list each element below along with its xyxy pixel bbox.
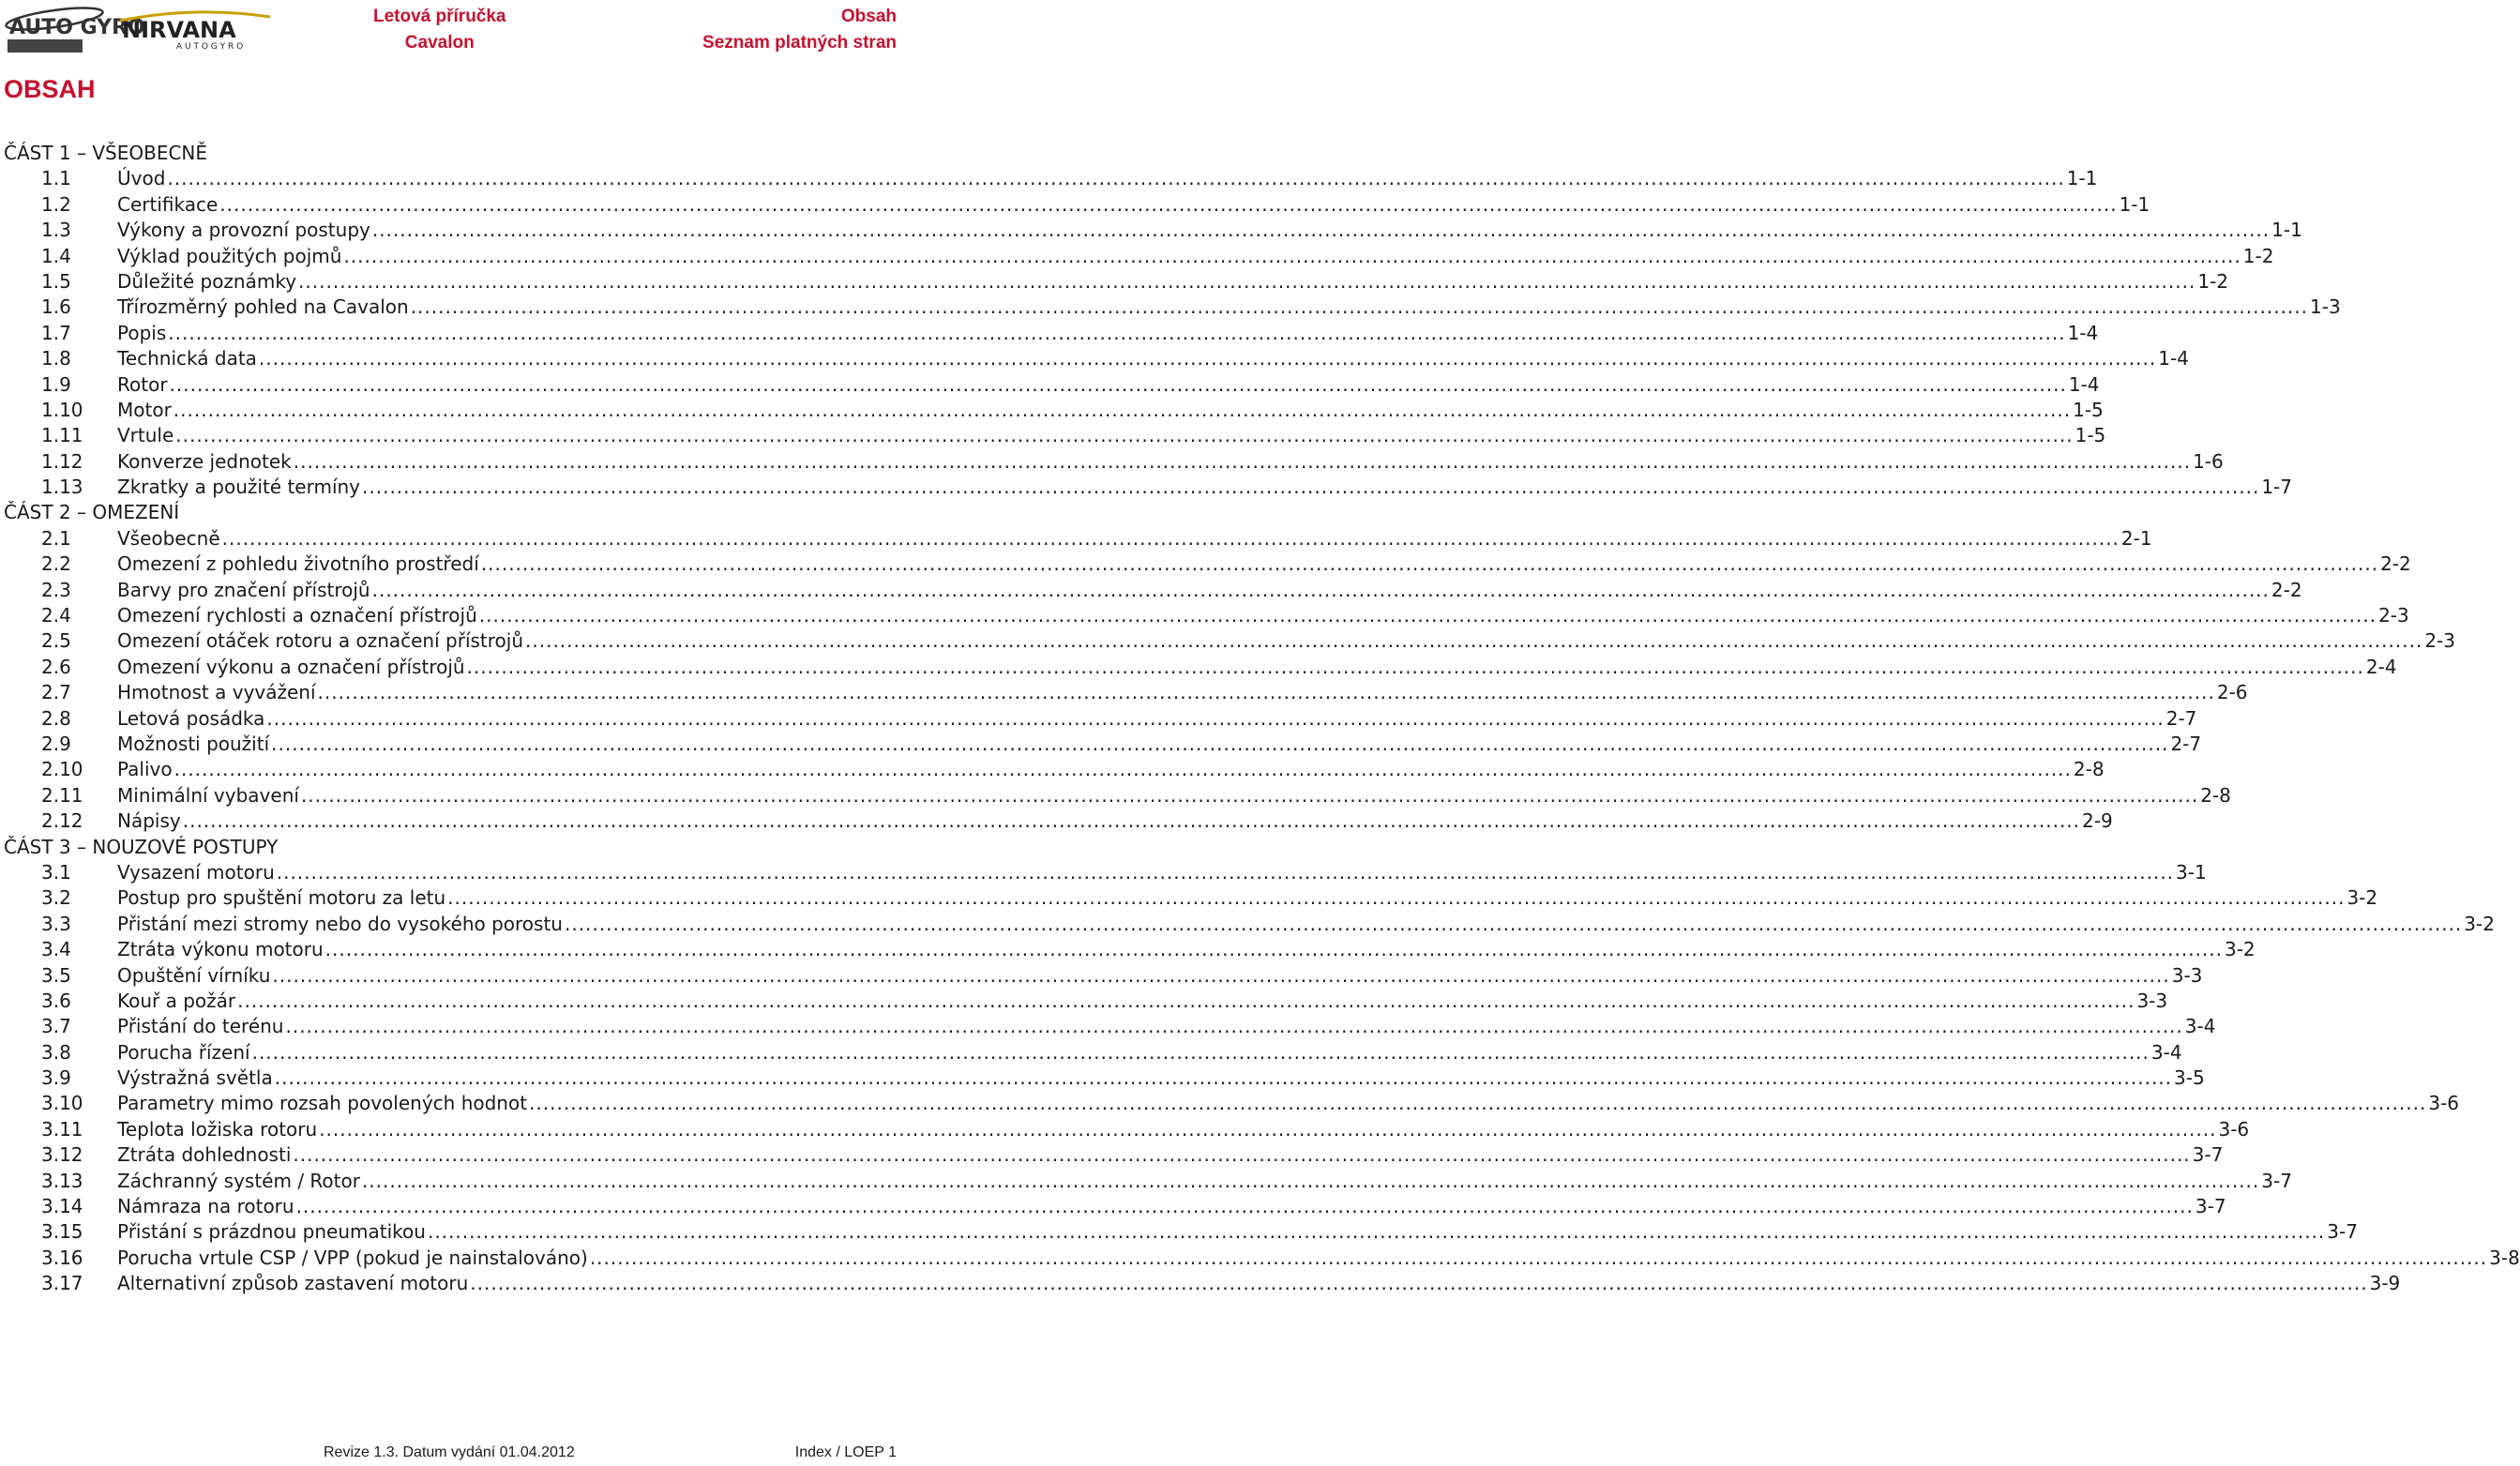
entry-number: 1.2	[41, 192, 71, 216]
entry-page: 1-1	[2119, 192, 2150, 216]
entry-number: 3.13	[41, 1169, 83, 1192]
entry-number: 2.5	[41, 629, 71, 653]
toc-entry[interactable]	[4, 732, 2202, 757]
entry-page: 2-9	[2082, 809, 2113, 833]
entry-number: 3.3	[41, 912, 71, 935]
entry-page: 3-7	[2327, 1220, 2358, 1244]
entry-number: 3.8	[41, 1040, 71, 1064]
entry-number: 2.6	[41, 655, 71, 678]
entry-page: 1-7	[2261, 476, 2292, 499]
entry-number: 2.11	[41, 783, 83, 807]
entry-page: 3-3	[2171, 963, 2203, 987]
dot-leader	[275, 1065, 2172, 1091]
entry-number: 3.5	[41, 963, 71, 987]
toc-entry[interactable]	[4, 706, 2197, 732]
footer-index: Index / LOEP 1	[794, 1444, 897, 1460]
toc-entry[interactable]	[4, 989, 2168, 1014]
toc-entry[interactable]	[4, 372, 2100, 398]
entry-number: 2.9	[41, 732, 71, 755]
entry-number: 1.4	[41, 244, 71, 267]
entry-title: Opuštění vírníku	[117, 963, 271, 987]
entry-page: 1-4	[2068, 372, 2100, 396]
entry-title: Motor	[117, 398, 172, 421]
entry-page: 2-2	[2380, 552, 2411, 576]
entry-number: 3.11	[41, 1117, 83, 1141]
entry-number: 1.1	[41, 167, 71, 190]
toc-entry[interactable]	[4, 269, 2229, 295]
toc-entry[interactable]	[4, 321, 2099, 346]
entry-title: Ztráta výkonu motoru	[117, 938, 324, 961]
nirvana-logo-subtext: A U T O G Y R O	[176, 42, 244, 52]
entry-title: Minimální vybavení	[117, 783, 299, 807]
autogyro-logo	[4, 2, 145, 56]
entry-title: Omezení z pohledu životního prostředí	[117, 552, 479, 576]
entry-number: 2.1	[41, 526, 71, 550]
entry-page: 3-7	[2195, 1195, 2226, 1218]
toc-entry[interactable]	[4, 1246, 2520, 1271]
entry-page: 3-2	[2224, 938, 2256, 961]
entry-title: Výklad použitých pojmů	[117, 244, 342, 267]
entry-page: 3-6	[2428, 1092, 2460, 1115]
toc-entry[interactable]	[4, 578, 2302, 603]
entry-title: Alternativní způsob zastavení motoru	[117, 1272, 469, 1295]
section-name: Obsah	[840, 7, 897, 26]
dot-leader	[174, 398, 2071, 423]
dot-leader	[325, 937, 2223, 962]
entry-number: 3.14	[41, 1195, 83, 1218]
dot-leader	[467, 655, 2364, 680]
entry-number: 3.2	[41, 886, 71, 910]
dot-leader	[343, 244, 2241, 269]
dot-leader	[479, 603, 2377, 628]
toc-entry[interactable]	[4, 912, 2495, 937]
toc-entry[interactable]	[4, 937, 2256, 962]
entry-number: 1.3	[41, 219, 71, 242]
dot-leader	[411, 295, 2308, 320]
toc-entry[interactable]	[4, 1091, 2460, 1116]
toc-entry[interactable]	[4, 1194, 2226, 1219]
entry-title: Postup pro spuštění motoru za letu	[117, 886, 446, 910]
dot-leader	[590, 1246, 2487, 1271]
entry-number: 2.10	[41, 758, 83, 781]
entry-number: 2.2	[41, 552, 71, 576]
dot-leader	[237, 989, 2135, 1014]
entry-number: 3.12	[41, 1143, 83, 1167]
entry-page: 3-2	[2464, 912, 2495, 935]
section-subname: Seznam platných stran	[702, 33, 897, 53]
entry-number: 3.9	[41, 1066, 71, 1090]
entry-title: Přistání do terénu	[117, 1015, 284, 1038]
entry-number: 3.10	[41, 1092, 83, 1115]
part-heading: ČÁST 2 – OMEZENÍ	[4, 501, 180, 524]
entry-page: 1-5	[2073, 398, 2104, 421]
aircraft-name: Cavalon	[404, 33, 475, 53]
toc-entry[interactable]	[4, 346, 2189, 371]
entry-title: Zkratky a použité termíny	[117, 476, 361, 499]
toc-entry[interactable]	[4, 398, 2104, 423]
entry-title: Teplota ložiska rotoru	[117, 1117, 318, 1141]
toc-entry[interactable]	[4, 603, 2409, 628]
dot-leader	[529, 1091, 2426, 1116]
dot-leader	[372, 578, 2270, 603]
toc-entry[interactable]	[4, 166, 2098, 191]
toc-entry[interactable]	[4, 783, 2231, 809]
entry-number: 3.4	[41, 938, 71, 961]
dot-leader	[525, 628, 2422, 654]
toc-entry[interactable]	[4, 1014, 2216, 1039]
dot-leader	[266, 706, 2164, 732]
toc-entry[interactable]	[4, 1117, 2250, 1142]
entry-title: Omezení rychlosti a označení přístrojů	[117, 604, 477, 627]
dot-leader	[372, 218, 2270, 243]
dot-leader	[272, 963, 2169, 989]
header-center	[373, 4, 506, 56]
toc-entry[interactable]	[4, 475, 2292, 500]
dot-leader	[301, 783, 2198, 809]
toc-entry[interactable]	[4, 860, 2207, 885]
entry-title: Porucha řízení	[117, 1040, 250, 1064]
entry-title: Kouř a požár	[117, 989, 236, 1012]
toc-entry[interactable]	[4, 1142, 2224, 1168]
toc-entry[interactable]	[4, 449, 2224, 475]
dot-leader	[298, 269, 2196, 295]
entry-number: 1.12	[41, 449, 83, 473]
entry-page: 1-1	[2271, 219, 2302, 242]
dot-leader	[470, 1271, 2367, 1296]
entry-title: Omezení otáček rotoru a označení přístrojů	[117, 629, 524, 653]
entry-page: 2-7	[2165, 706, 2197, 730]
dot-leader	[259, 346, 2156, 371]
table-of-contents	[4, 141, 2520, 1297]
toc-entry[interactable]	[4, 1040, 2182, 1065]
entry-title: Vrtule	[117, 424, 174, 447]
dot-leader	[362, 1169, 2259, 1194]
entry-page: 2-3	[2424, 629, 2455, 653]
toc-entry[interactable]	[4, 526, 2152, 552]
dot-leader	[252, 1040, 2150, 1065]
dot-leader	[565, 912, 2462, 937]
toc-entry[interactable]	[4, 628, 2455, 654]
entry-number: 2.12	[41, 809, 83, 833]
toc-entry[interactable]	[4, 680, 2248, 705]
entry-number: 2.8	[41, 706, 71, 730]
toc-entry[interactable]	[4, 757, 2105, 782]
entry-number: 3.15	[41, 1220, 83, 1244]
entry-title: Letová posádka	[117, 706, 265, 730]
entry-title: Záchranný systém / Rotor	[117, 1169, 360, 1192]
entry-page: 3-2	[2346, 886, 2378, 910]
entry-number: 1.11	[41, 424, 83, 447]
dot-leader	[285, 1014, 2182, 1039]
entry-title: Vysazení motoru	[117, 860, 275, 884]
entry-title: Konverze jednotek	[117, 449, 292, 473]
entry-page: 1-4	[2158, 347, 2189, 370]
entry-title: Všeobecně	[117, 526, 220, 550]
part-heading: ČÁST 1 – VŠEOBECNĚ	[4, 142, 208, 164]
toc-entry[interactable]	[4, 244, 2274, 269]
entry-page: 2-3	[2378, 604, 2409, 627]
dot-leader	[318, 680, 2215, 705]
entry-page: 1-3	[2310, 295, 2341, 319]
dot-leader	[168, 321, 2065, 346]
entry-title: Rotor	[117, 372, 168, 396]
entry-title: Popis	[117, 321, 167, 344]
entry-title: Přistání s prázdnou pneumatikou	[117, 1220, 426, 1244]
entry-page: 2-7	[2170, 732, 2202, 755]
entry-title: Palivo	[117, 758, 173, 781]
toc-entry[interactable]	[4, 423, 2106, 448]
dot-leader	[222, 526, 2120, 552]
autogyro-logo-text: AUTO GYRO	[9, 16, 145, 39]
entry-page: 2-1	[2120, 526, 2152, 550]
nirvana-logo	[111, 8, 279, 51]
entry-page: 1-2	[2197, 269, 2229, 293]
entry-title: Ztráta dohlednosti	[117, 1143, 292, 1167]
dot-leader	[294, 449, 2191, 475]
page-title: OBSAH	[4, 75, 96, 103]
entry-title: Třírozměrný pohled na Cavalon	[117, 295, 409, 319]
header-right	[702, 4, 897, 56]
entry-title: Výstražná světla	[117, 1066, 273, 1090]
entry-page: 3-9	[2369, 1272, 2401, 1295]
entry-title: Úvod	[117, 167, 166, 190]
entry-title: Porucha vrtule CSP / VPP (pokud je nainstalováno)	[117, 1246, 588, 1269]
entry-number: 3.7	[41, 1015, 71, 1038]
toc-entry[interactable]	[4, 963, 2203, 989]
dot-leader	[293, 1142, 2190, 1168]
dot-leader	[167, 166, 2064, 191]
footer-revision: Revize 1.3. Datum vydání 01.04.2012	[324, 1444, 575, 1460]
entry-title: Důležité poznámky	[117, 269, 297, 293]
entry-title: Možnosti použití	[117, 732, 270, 755]
entry-page: 1-5	[2075, 424, 2106, 447]
entry-title: Certifikace	[117, 192, 219, 216]
dot-leader	[271, 732, 2168, 757]
entry-page: 1-2	[2242, 244, 2274, 267]
entry-page: 1-1	[2066, 167, 2098, 190]
entry-title: Hmotnost a vyvážení	[117, 681, 316, 704]
entry-number: 2.3	[41, 578, 71, 601]
part-heading: ČÁST 3 – NOUZOVÉ POSTUPY	[4, 835, 279, 858]
entry-number: 3.16	[41, 1246, 83, 1269]
entry-title: Námraza na rotoru	[117, 1195, 294, 1218]
entry-page: 2-2	[2271, 578, 2302, 601]
manual-title: Letová příručka	[373, 7, 506, 26]
entry-title: Technická data	[117, 347, 257, 370]
entry-title: Výkony a provozní postupy	[117, 219, 370, 242]
entry-page: 1-6	[2193, 449, 2224, 473]
toc-entry[interactable]	[4, 885, 2378, 911]
entry-number: 1.7	[41, 321, 71, 344]
entry-number: 1.6	[41, 295, 71, 319]
dot-leader	[174, 757, 2072, 782]
entry-page: 2-6	[2216, 681, 2248, 704]
dot-leader	[296, 1194, 2194, 1219]
dot-leader	[319, 1117, 2216, 1142]
toc-entry[interactable]	[4, 655, 2397, 680]
entry-number: 1.10	[41, 398, 83, 421]
toc-entry[interactable]	[4, 218, 2302, 243]
entry-number: 1.13	[41, 476, 83, 499]
entry-number: 3.17	[41, 1272, 83, 1295]
entry-number: 3.1	[41, 860, 71, 884]
entry-page: 3-3	[2136, 989, 2168, 1012]
dot-leader	[447, 885, 2345, 911]
entry-title: Omezení výkonu a označení přístrojů	[117, 655, 465, 678]
entry-page: 3-7	[2261, 1169, 2292, 1192]
entry-page: 1-4	[2067, 321, 2099, 344]
entry-title: Barvy pro značení přístrojů	[117, 578, 370, 601]
entry-page: 3-1	[2176, 860, 2207, 884]
page-header	[0, 0, 900, 58]
entry-page: 3-6	[2218, 1117, 2250, 1141]
entry-page: 2-8	[2200, 783, 2231, 807]
entry-page: 2-4	[2365, 655, 2397, 678]
entry-number: 3.6	[41, 989, 71, 1012]
dot-leader	[170, 372, 2067, 398]
entry-page: 3-4	[2150, 1040, 2182, 1064]
entry-number: 2.7	[41, 681, 71, 704]
entry-page: 2-8	[2073, 758, 2105, 781]
dot-leader	[277, 860, 2174, 885]
dot-leader	[428, 1219, 2325, 1245]
toc-entry[interactable]	[4, 295, 2341, 320]
entry-number: 1.9	[41, 372, 71, 396]
toc-entry[interactable]	[4, 1271, 2401, 1296]
dot-leader	[481, 552, 2378, 577]
entry-number: 1.5	[41, 269, 71, 293]
entry-number: 2.4	[41, 604, 71, 627]
nirvana-logo-text: NIRVANA	[122, 17, 236, 43]
entry-title: Přistání mezi stromy nebo do vysokého porostu	[117, 912, 563, 935]
dot-leader	[183, 809, 2080, 834]
entry-page: 3-8	[2489, 1246, 2520, 1269]
toc-entry[interactable]	[4, 1065, 2205, 1091]
entry-title: Nápisy	[117, 809, 181, 833]
toc-entry[interactable]	[4, 1219, 2358, 1245]
entry-page: 3-5	[2174, 1066, 2205, 1090]
entry-title: Parametry mimo rozsah povolených hodnot	[117, 1092, 528, 1115]
entry-number: 1.8	[41, 347, 71, 370]
dot-leader	[219, 192, 2117, 218]
entry-page: 3-4	[2184, 1015, 2216, 1038]
toc-entry[interactable]	[4, 809, 2113, 834]
entry-page: 3-7	[2192, 1143, 2224, 1167]
toc-entry[interactable]	[4, 552, 2411, 577]
dot-leader	[362, 475, 2259, 500]
toc-entry[interactable]	[4, 1169, 2292, 1194]
dot-leader	[175, 423, 2073, 448]
toc-entry[interactable]	[4, 192, 2150, 218]
